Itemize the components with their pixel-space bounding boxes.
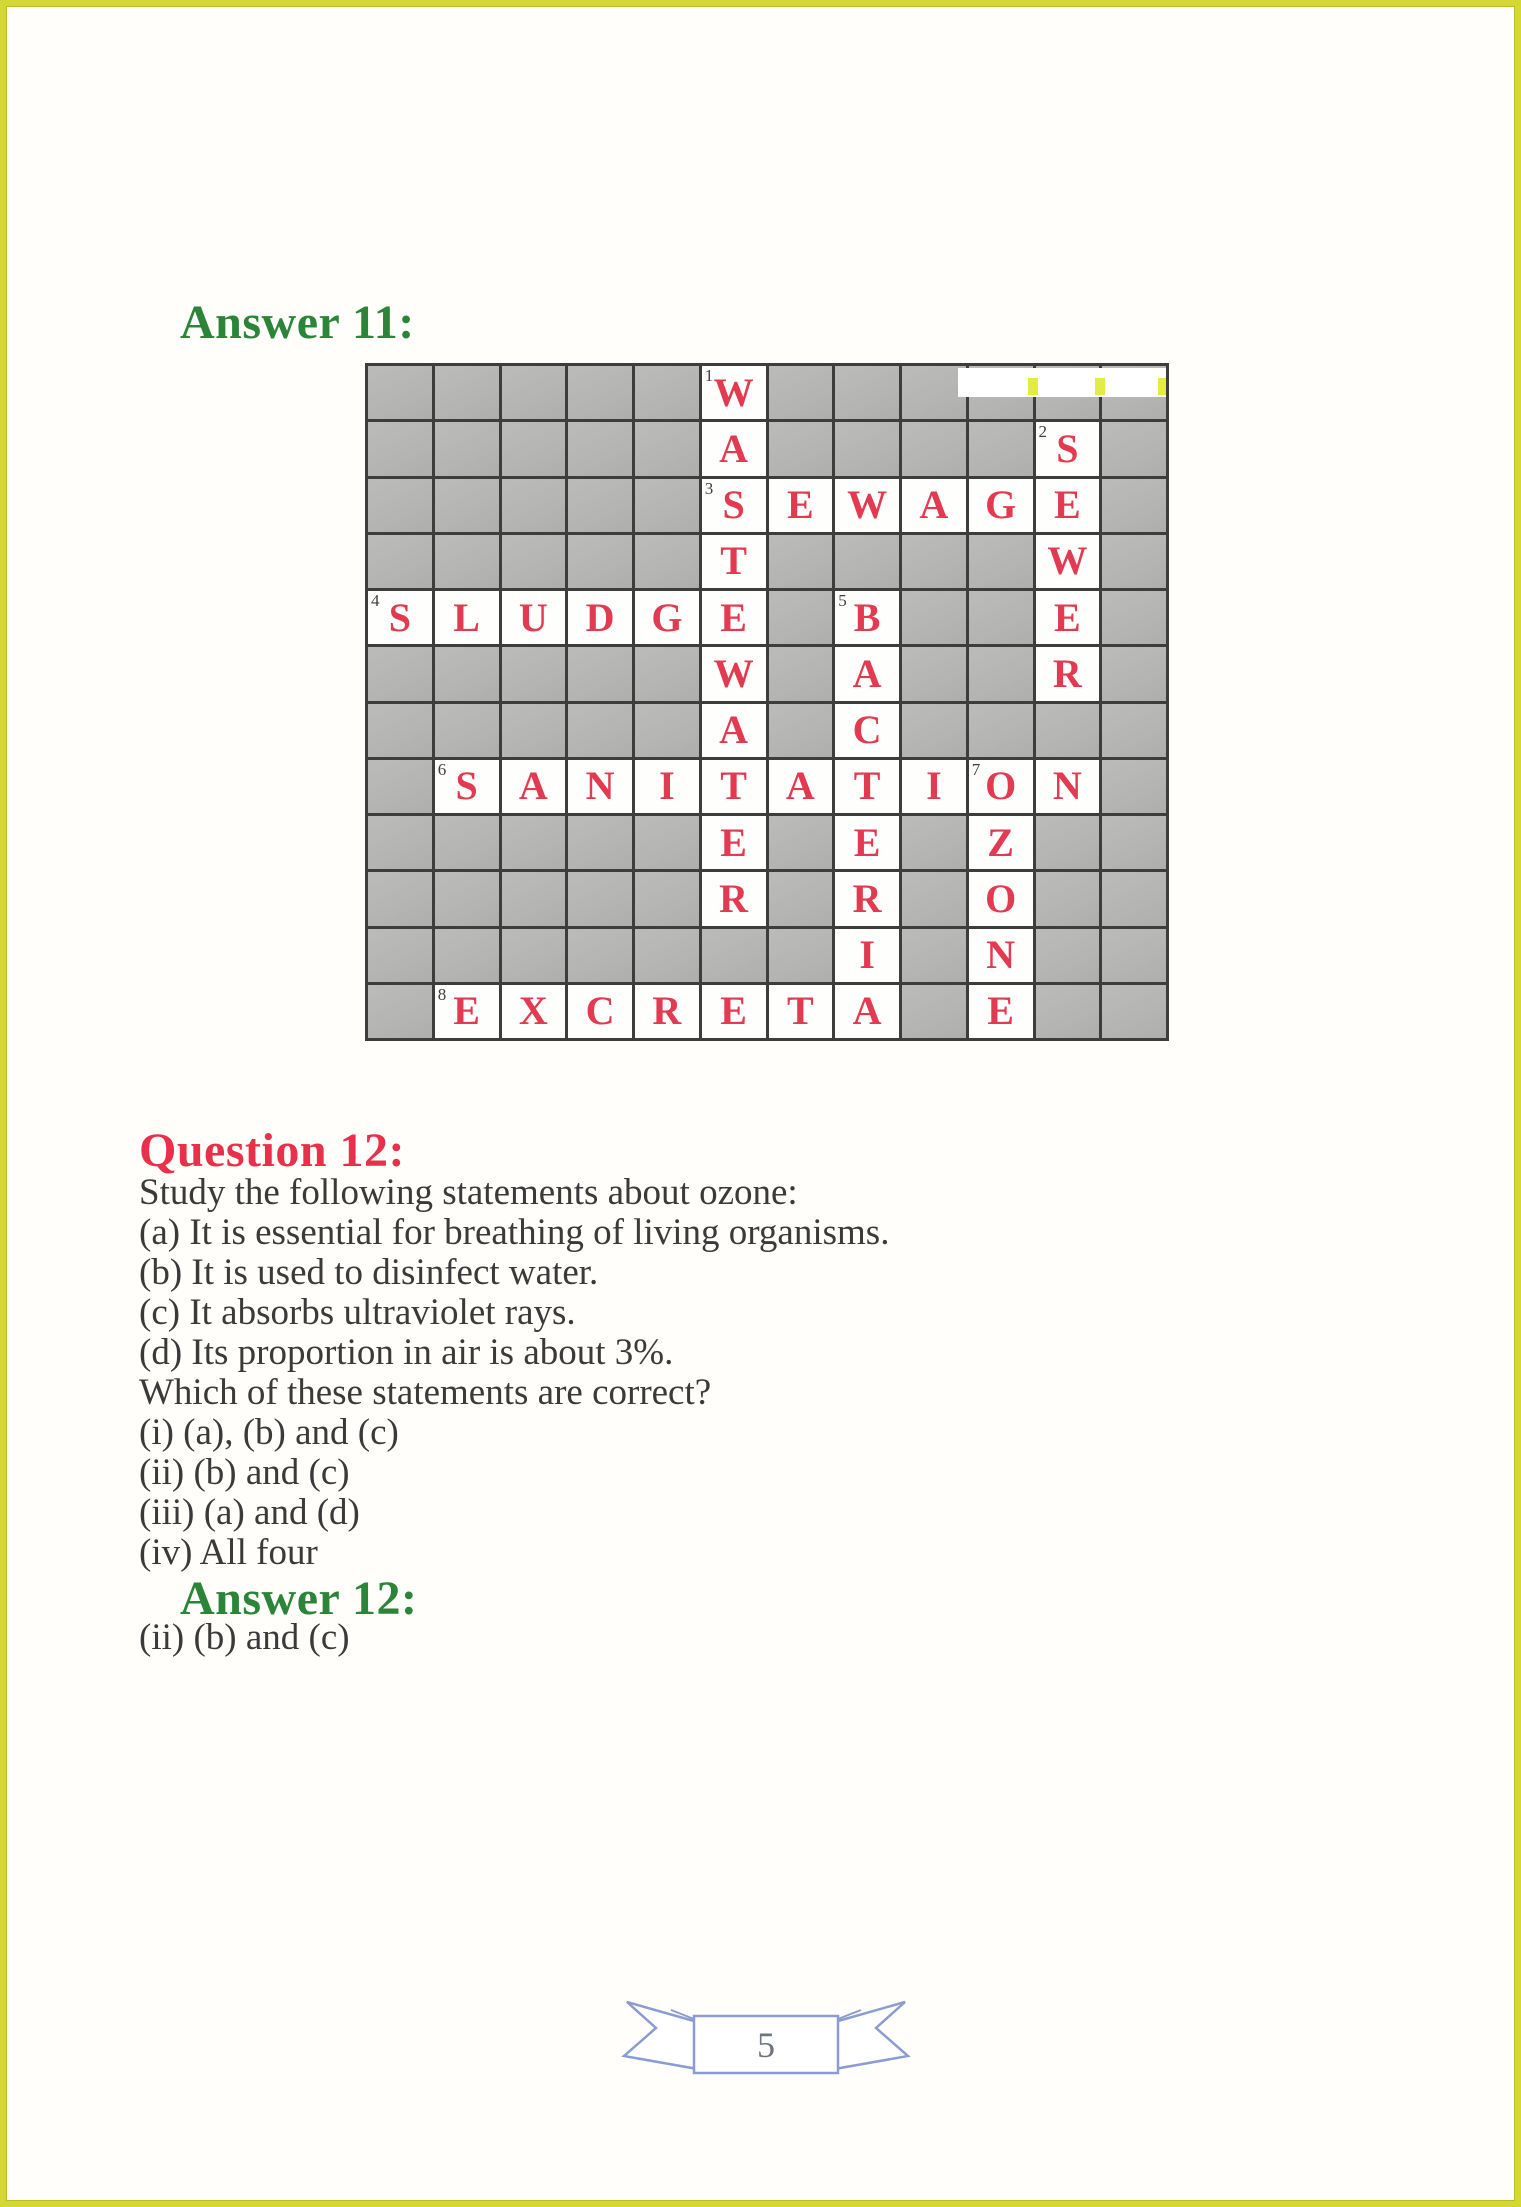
crossword-cell-block <box>835 366 899 419</box>
crossword-cell-block <box>635 929 699 982</box>
scan-whiteout-artifact <box>958 368 1166 397</box>
crossword-letter: S <box>722 482 745 528</box>
crossword-cell-block <box>568 816 632 869</box>
crossword-letter: A <box>919 482 949 528</box>
crossword-cell-block <box>969 422 1033 475</box>
crossword-cell-block <box>1102 985 1166 1038</box>
crossword-cell-letter <box>835 816 899 869</box>
crossword-cell-block <box>902 985 966 1038</box>
answer-11-heading: Answer 11: <box>180 296 415 349</box>
question-12-text <box>139 1173 889 1573</box>
crossword-cell-letter <box>702 985 766 1038</box>
crossword-letter: T <box>720 763 747 809</box>
crossword-cell-letter <box>702 760 766 813</box>
crossword-clue-number: 1 <box>704 366 714 385</box>
crossword-clue-number: 5 <box>838 591 847 610</box>
crossword-cell-block <box>969 535 1033 588</box>
crossword-cell-block <box>902 591 966 644</box>
question-12-line-10: (iv) All four <box>139 1532 318 1573</box>
crossword-cell-letter <box>969 929 1033 982</box>
crossword-cell-block <box>902 929 966 982</box>
crossword-letter: G <box>985 482 1017 528</box>
crossword-cell-block <box>435 422 499 475</box>
crossword-cell-block <box>1036 816 1100 869</box>
crossword-cell-block <box>835 422 899 475</box>
crossword-cell-block <box>368 760 432 813</box>
crossword-cell-letter <box>835 872 899 925</box>
crossword-cell-letter <box>702 647 766 700</box>
crossword-cell-letter <box>435 985 499 1038</box>
question-12-line-4: (c) It absorbs ultraviolet rays. <box>139 1292 576 1333</box>
question-12-line-8: (ii) (b) and (c) <box>139 1452 350 1493</box>
crossword-letter: R <box>719 875 749 921</box>
crossword-cell-letter <box>368 591 432 644</box>
crossword-letter: E <box>453 988 480 1034</box>
crossword-cell-block <box>902 647 966 700</box>
crossword-cell-block <box>568 535 632 588</box>
crossword-cell-block <box>368 479 432 532</box>
crossword-cell-block <box>368 816 432 869</box>
crossword-cell-block <box>502 704 566 757</box>
crossword-cell-block <box>502 479 566 532</box>
crossword-cell-block <box>769 366 833 419</box>
highlight-tick <box>1028 378 1038 395</box>
crossword-letter: T <box>720 538 747 584</box>
crossword-letter: N <box>1052 763 1082 809</box>
crossword-cell-block <box>635 366 699 419</box>
question-12-line-5: (d) Its proportion in air is about 3%. <box>139 1332 674 1373</box>
crossword-cell-block <box>435 535 499 588</box>
crossword-cell-letter <box>702 704 766 757</box>
answer-12-text: (ii) (b) and (c) <box>139 1617 350 1658</box>
crossword-letter: L <box>453 594 480 640</box>
crossword-cell-block <box>568 647 632 700</box>
crossword-cell-block <box>902 366 966 419</box>
crossword-cell-letter <box>902 760 966 813</box>
crossword-cell-letter <box>835 647 899 700</box>
crossword-cell-block <box>902 872 966 925</box>
crossword-letter: T <box>787 988 814 1034</box>
crossword-letter: R <box>652 988 682 1034</box>
crossword-cell-block <box>502 535 566 588</box>
crossword-cell-block <box>1036 985 1100 1038</box>
crossword-cell-block <box>702 929 766 982</box>
crossword-clue-number: 4 <box>371 591 380 610</box>
crossword-letter: A <box>785 763 815 809</box>
crossword-cell-block <box>769 816 833 869</box>
crossword-cell-block <box>1102 647 1166 700</box>
crossword-clue-number: 2 <box>1038 422 1047 442</box>
question-12-line-7: (i) (a), (b) and (c) <box>139 1412 399 1453</box>
crossword-cell-block <box>635 872 699 925</box>
crossword-cell-letter <box>835 591 899 644</box>
crossword-cell-block <box>769 872 833 925</box>
crossword-cell-block <box>368 366 432 419</box>
crossword-letter: A <box>518 763 548 809</box>
crossword-cell-letter <box>702 591 766 644</box>
crossword-cell-block <box>435 872 499 925</box>
crossword-grid <box>365 363 1169 1041</box>
crossword-letter: E <box>1054 594 1081 640</box>
crossword-cell-block <box>368 647 432 700</box>
crossword-letter: E <box>787 482 814 528</box>
question-12-line-9: (iii) (a) and (d) <box>139 1492 360 1533</box>
crossword-letter: C <box>585 988 615 1034</box>
crossword-clue-number: 7 <box>971 759 981 779</box>
crossword-cell-block <box>969 591 1033 644</box>
question-12-line-2: (a) It is essential for breathing of living organisms. <box>139 1212 890 1253</box>
crossword-cell-letter <box>835 760 899 813</box>
crossword-cell-letter <box>1036 591 1100 644</box>
crossword-cell-letter <box>835 929 899 982</box>
crossword-cell-letter <box>769 760 833 813</box>
crossword-cell-block <box>1102 704 1166 757</box>
question-12-heading: Question 12: <box>139 1124 406 1177</box>
crossword-cell-letter <box>1036 422 1100 475</box>
crossword-cell-letter <box>502 591 566 644</box>
crossword-cell-block <box>435 704 499 757</box>
crossword-letter: Z <box>987 819 1014 865</box>
crossword-letter: E <box>720 988 747 1034</box>
crossword-cell-block <box>902 816 966 869</box>
crossword-clue-number: 6 <box>437 759 447 779</box>
crossword-cell-letter <box>502 985 566 1038</box>
crossword-cell-block <box>502 366 566 419</box>
question-12-line-3: (b) It is used to disinfect water. <box>139 1252 599 1293</box>
crossword-cell-block <box>1036 929 1100 982</box>
crossword-cell-block <box>435 366 499 419</box>
crossword-cell-block <box>368 422 432 475</box>
crossword-cell-letter <box>969 816 1033 869</box>
answer-12-heading: Answer 12: <box>180 1572 418 1625</box>
crossword-cell-letter <box>902 479 966 532</box>
crossword-cell-block <box>368 704 432 757</box>
crossword-cell-block <box>502 647 566 700</box>
crossword-cell-block <box>769 422 833 475</box>
crossword-cell-block <box>368 872 432 925</box>
crossword-cell-block <box>1036 704 1100 757</box>
crossword-cell-letter <box>635 985 699 1038</box>
crossword-cell-block <box>635 704 699 757</box>
crossword-cell-block <box>1036 872 1100 925</box>
crossword-cell-block <box>1102 535 1166 588</box>
crossword-cell-letter <box>702 479 766 532</box>
crossword-cell-block <box>769 535 833 588</box>
crossword-cell-block <box>435 479 499 532</box>
crossword-cell-block <box>368 929 432 982</box>
crossword-letter: S <box>455 763 478 809</box>
crossword-cell-letter <box>568 985 632 1038</box>
crossword-cell-block <box>368 985 432 1038</box>
crossword-cell-letter <box>1036 535 1100 588</box>
crossword-cell-letter <box>702 816 766 869</box>
crossword-cell-block <box>769 929 833 982</box>
crossword-cell-letter <box>568 591 632 644</box>
crossword-cell-block <box>635 422 699 475</box>
crossword-clue-number: 8 <box>437 984 447 1004</box>
crossword-letter: U <box>518 594 548 640</box>
crossword-letter: S <box>388 594 411 640</box>
crossword-cell-letter <box>1036 479 1100 532</box>
crossword-letter: X <box>518 988 548 1034</box>
crossword-cell-letter <box>435 591 499 644</box>
crossword-cell-block <box>769 591 833 644</box>
crossword-cell-block <box>635 535 699 588</box>
crossword-cell-block <box>368 535 432 588</box>
page-number: 5 <box>757 2024 775 2065</box>
crossword-letter: T <box>853 763 881 809</box>
crossword-cell-block <box>902 422 966 475</box>
crossword-cell-block <box>568 872 632 925</box>
crossword-cell-block <box>568 704 632 757</box>
crossword-cell-block <box>568 366 632 419</box>
crossword-letter: C <box>852 707 882 753</box>
crossword-cell-letter <box>702 535 766 588</box>
crossword-letter: E <box>853 819 881 865</box>
crossword-cell-block <box>1102 929 1166 982</box>
crossword-cell-letter <box>769 985 833 1038</box>
crossword-cell-letter <box>769 479 833 532</box>
crossword-letter: I <box>659 763 675 809</box>
crossword-cell-letter <box>835 704 899 757</box>
crossword-cell-block <box>1102 872 1166 925</box>
crossword-cell-letter <box>635 591 699 644</box>
crossword-cell-block <box>502 929 566 982</box>
crossword-letter: B <box>853 594 881 640</box>
crossword-cell-letter <box>702 872 766 925</box>
crossword-letter: R <box>1052 650 1082 696</box>
crossword-cell-block <box>435 647 499 700</box>
crossword-letter: G <box>651 594 683 640</box>
crossword-letter: N <box>986 932 1016 978</box>
crossword-letter: I <box>859 932 875 978</box>
crossword-cell-letter <box>502 760 566 813</box>
crossword-letter: W <box>713 650 754 696</box>
crossword-letter: I <box>926 763 942 809</box>
crossword-letter: E <box>720 594 747 640</box>
crossword-letter: W <box>713 369 754 415</box>
crossword-cell-block <box>568 422 632 475</box>
page-number-ribbon <box>611 1989 921 2081</box>
crossword-cell-block <box>1102 760 1166 813</box>
crossword-cell-block <box>635 647 699 700</box>
crossword-cell-block <box>502 816 566 869</box>
crossword-cell-letter <box>969 985 1033 1038</box>
crossword-letter: E <box>1054 482 1081 528</box>
crossword-cell-letter <box>969 479 1033 532</box>
crossword-cell-block <box>568 479 632 532</box>
crossword-cell-block <box>1102 591 1166 644</box>
crossword-letter: W <box>847 482 888 528</box>
highlight-tick <box>1095 378 1105 395</box>
crossword-cell-letter <box>702 366 766 419</box>
crossword-letter: W <box>1047 538 1088 584</box>
crossword-clue-number: 3 <box>704 478 714 498</box>
crossword-letter: O <box>985 763 1017 809</box>
crossword-letter: R <box>852 875 882 921</box>
crossword-letter: O <box>985 875 1017 921</box>
crossword-cell-letter <box>635 760 699 813</box>
crossword-cell-block <box>635 816 699 869</box>
crossword-letter: A <box>852 988 882 1034</box>
crossword-cell-block <box>435 816 499 869</box>
crossword-cell-block <box>969 647 1033 700</box>
crossword-letter: E <box>987 988 1014 1034</box>
crossword-cell-block <box>1102 422 1166 475</box>
crossword-letter: S <box>1056 425 1079 471</box>
question-12-line-6: Which of these statements are correct? <box>139 1372 712 1413</box>
crossword-cell-block <box>902 704 966 757</box>
crossword-cell-block <box>568 929 632 982</box>
crossword-cell-block <box>435 929 499 982</box>
crossword-letter: N <box>585 763 615 809</box>
crossword-cell-letter <box>702 422 766 475</box>
crossword-cell-letter <box>969 872 1033 925</box>
crossword-cell-letter <box>435 760 499 813</box>
crossword-cell-block <box>769 704 833 757</box>
crossword-cell-block <box>1102 816 1166 869</box>
crossword-cell-letter <box>1036 647 1100 700</box>
crossword-cell-letter <box>835 985 899 1038</box>
crossword-cell-block <box>635 479 699 532</box>
question-12-line-1: Study the following statements about ozone: <box>139 1172 798 1213</box>
crossword-cell-letter <box>568 760 632 813</box>
crossword-cell-letter <box>969 760 1033 813</box>
crossword-letter: A <box>719 707 749 753</box>
crossword-cell-block <box>502 872 566 925</box>
highlight-tick <box>1158 378 1166 395</box>
crossword-cell-block <box>969 704 1033 757</box>
crossword-cell-block <box>769 647 833 700</box>
crossword-cell-block <box>1102 479 1166 532</box>
crossword-cell-block <box>902 535 966 588</box>
crossword-cell-block <box>502 422 566 475</box>
crossword-letter: E <box>720 819 747 865</box>
ribbon-left-tail <box>624 2002 703 2070</box>
crossword-cell-letter <box>835 479 899 532</box>
crossword-letter: A <box>719 425 749 471</box>
crossword-letter: A <box>852 650 882 696</box>
crossword-cell-block <box>835 535 899 588</box>
crossword-cell-letter <box>1036 760 1100 813</box>
ribbon-right-tail <box>829 2002 908 2070</box>
crossword-letter: D <box>585 594 615 640</box>
